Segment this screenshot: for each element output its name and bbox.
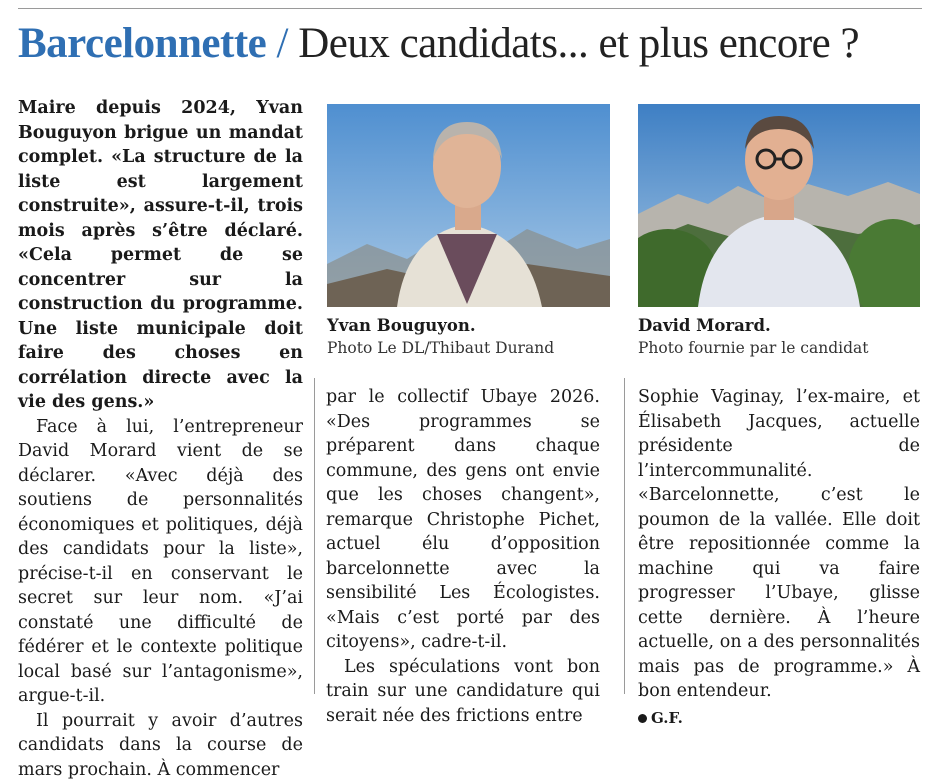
caption-name: David Morard. <box>638 314 868 337</box>
photo-caption-2 <box>638 314 868 360</box>
caption-credit: Photo Le DL/Thibaut Durand <box>327 337 554 360</box>
article-paragraph: Sophie Vaginay, l’ex-maire, et Élisabeth Jacques, actuelle présidente de l’intercommunalité. «Barcelonnette, c’est le poumon de la vallée. Elle doit être repositionnée comme la machine qui va faire progresser l’Ubaye, glisse cette dernière. À l’heure actuelle, on a des personnalités mais pas de programme.» À bon entendeur. <box>638 385 920 704</box>
signature-line <box>638 706 920 731</box>
article-paragraph: Les spéculations vont bon train sur une candidature qui serait née des frictions entre <box>326 655 600 729</box>
caption-credit: Photo fournie par le candidat <box>638 337 868 360</box>
article-paragraph: Face à lui, l’entrepreneur David Morard vient de se déclarer. «Avec déjà des soutiens de personnalités économiques et politiques, déjà des candidats pour la liste», précise-t-il en conservant le secret sur leur nom. «J’ai constaté une difficulté de fédérer et le contexte politique local basé sur l’antagonisme», argue-t-il. <box>18 415 303 709</box>
article-column-2 <box>326 385 600 728</box>
photo-yvan-bouguyon <box>327 104 610 307</box>
article-column-3 <box>638 385 920 730</box>
article-paragraph: par le collectif Ubaye 2026. «Des programmes se préparent dans chaque commune, des gens ont envie que les choses changent», remarque Christophe Pichet, actuel élu d’opposition barcelonnette avec la sensibilité Les Écologistes. «Mais c’est porté par des citoyens», cadre-t-il. <box>326 385 600 655</box>
caption-name: Yvan Bouguyon. <box>327 314 554 337</box>
column-rule <box>624 378 625 694</box>
photo-david-morard <box>638 104 920 307</box>
bullet-dot-icon <box>638 714 647 723</box>
top-rule <box>18 8 922 9</box>
article-paragraph: Il pourrait y avoir d’autres candidats dans la course de mars prochain. À commencer <box>18 709 303 782</box>
article-column-1 <box>18 96 303 782</box>
headline <box>18 18 923 70</box>
headline-title: Deux candidats... et plus encore ? <box>298 20 859 67</box>
headline-place: Barcelonnette <box>18 20 266 67</box>
photo-caption-1 <box>327 314 554 360</box>
author-signature: G.F. <box>651 709 683 727</box>
article-paragraph-lead: Maire depuis 2024, Yvan Bouguyon brigue un mandat complet. «La structure de la liste est largement construite», assure-t-il, trois mois après s’être déclaré. «Cela permet de se concentrer sur la construction du programme. Une liste municipale doit faire des choses en corrélation directe avec la vie des gens.» <box>18 96 303 415</box>
column-rule <box>314 378 315 694</box>
headline-separator: / <box>277 20 288 67</box>
